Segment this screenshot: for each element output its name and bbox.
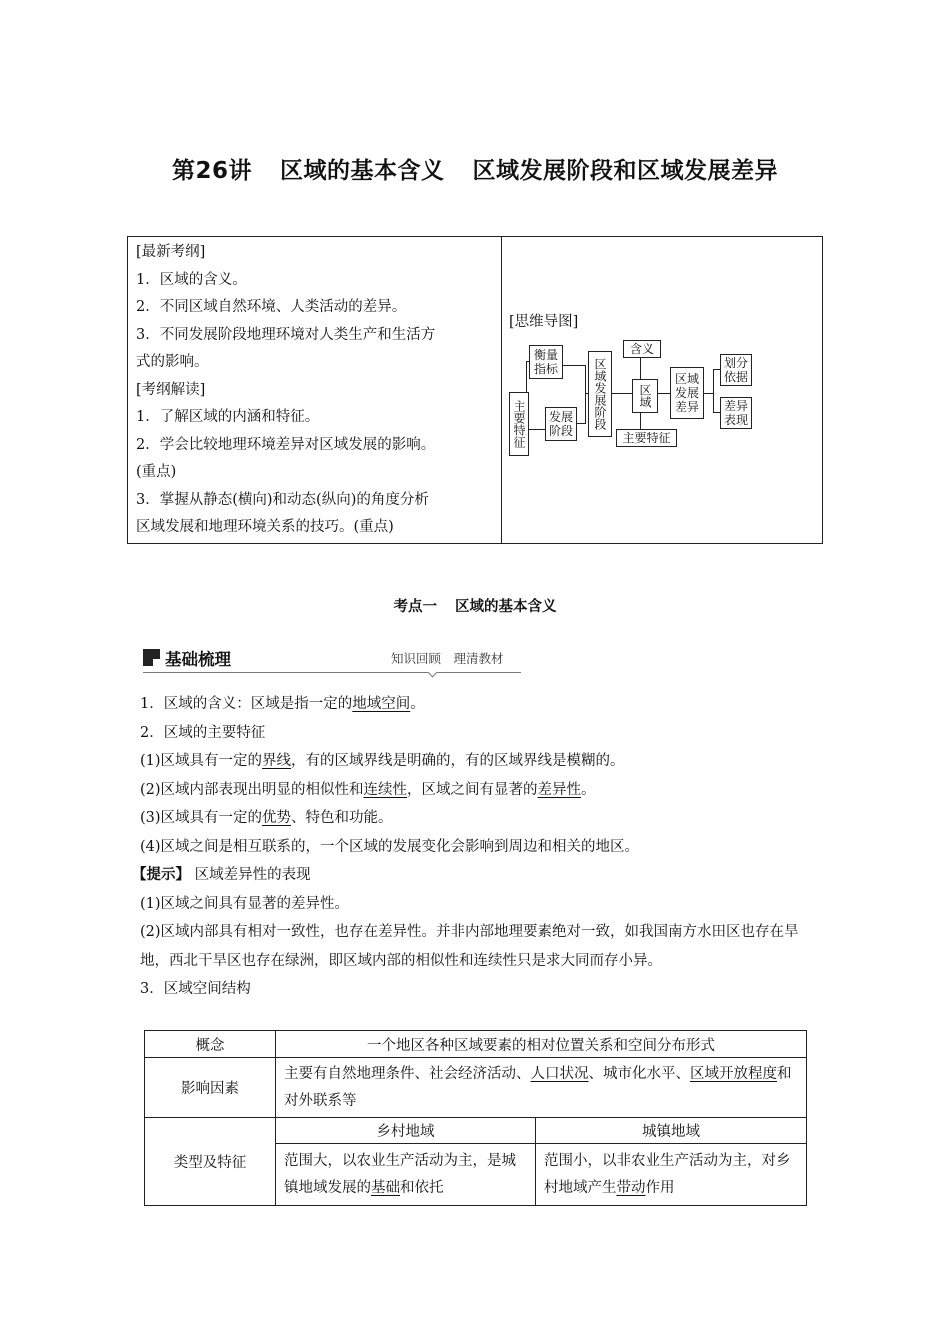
node-main-features-label: 主要特征 [622,431,671,445]
node-region-development-difference-label: 区域发展差异 [674,372,699,414]
syllabus-heading-latest: [最新考纲] [136,244,206,260]
page-title [0,152,950,185]
syllabus-item: 3．掌握从静态(横向)和动态(纵向)的角度分析 [136,491,429,508]
text: 和对外联系等 [284,1065,792,1109]
content-line [140,747,812,776]
connector-line [585,365,586,424]
section-name: 区域的基本含义 [455,599,557,615]
underlined-answer: 区域开放程度 [690,1065,777,1082]
node-division-basis-label: 划分依据 [723,356,748,384]
table-cell: 城镇地域 [536,1118,807,1144]
tip-line [132,861,812,890]
syllabus-column [136,239,496,542]
syllabus-item: 1．区域的含义。 [136,271,247,288]
text: 范围大，以农业生产活动为主，是城镇地域发展的 [284,1152,516,1196]
content-line: 3．区域空间结构 [140,981,251,997]
text: (1)区域具有一定的 [140,753,263,769]
node-development-stage [545,407,577,441]
header-rule [143,672,521,673]
syllabus-item: 2．学会比较地理环境差异对区域发展的影响。 [136,436,436,453]
connector-line [611,393,632,394]
content-line [140,804,812,833]
node-development-stage-label: 发展阶段 [548,410,573,438]
text: 。 [410,696,425,712]
basic-review-subtitle: 知识回顾 理清教材 [391,651,504,666]
node-difference-performance [720,397,752,429]
tip-label: 【提示】 [132,867,190,883]
rule-notch-icon [428,668,438,678]
text: 主要有自然地理条件、社会经济活动、 [284,1065,531,1082]
table-cell: 一个地区各种区域要素的相对位置关系和空间分布形式 [276,1031,807,1058]
syllabus-item: (重点) [136,464,177,480]
content-line [140,690,812,719]
content-line: (1)区域之间具有显著的差异性。 [140,895,350,912]
table-cell: 概念 [145,1031,276,1058]
title-part1: 区域的基本含义 [280,158,445,184]
node-main-features-vertical-label: 主要特征 [512,400,526,448]
text: 范围小，以非农业生产活动为主，对乡村地域产生 [544,1152,791,1196]
basic-review-title: 基础梳理 [165,650,231,669]
connector-line [640,357,641,381]
node-meaning [623,340,661,358]
table-cell: 影响因素 [145,1058,276,1118]
table-cell: 类型及特征 [145,1118,276,1206]
connector-line [713,369,714,413]
underlined-answer: 界线 [262,753,292,769]
node-meaning-label: 含义 [629,342,654,356]
content-body [132,690,812,1004]
content-line: (4)区域之间是相互联系的，一个区域的发展变化会影响到周边和相关的地区。 [140,838,640,855]
text: ，有的区域界线是明确的，有的区域界线是模糊的。 [291,753,625,769]
lesson-number: 第26讲 [171,158,252,184]
syllabus-item: 1．了解区域的内涵和特征。 [136,409,320,425]
underlined-answer: 连续性 [363,781,408,798]
table-cell: 乡村地域 [276,1118,536,1144]
node-difference-performance-label: 差异表现 [723,399,748,427]
tip-text: 区域差异性的表现 [194,867,311,883]
table-cell [536,1144,807,1206]
section-title [0,595,950,616]
connector-line [640,413,641,429]
syllabus-item: 2．不同区域自然环境、人类活动的差异。 [136,299,407,315]
table-row [145,1118,807,1144]
spatial-structure-table [144,1030,807,1206]
underlined-answer: 基础 [371,1179,400,1196]
title-part2: 区域发展阶段和区域发展差异 [472,158,778,184]
mindmap-diagram [505,335,765,465]
node-region-development-stage [588,351,612,437]
table-cell [276,1144,536,1206]
square-marker-icon [143,649,160,666]
connector-line [657,393,671,394]
text: 作用 [645,1179,675,1196]
table-cell [276,1058,807,1118]
content-paragraph: (2)区域内部具有相对一致性，也存在差异性。并非内部地理要素绝对一致，如我国南方水田区也存在旱地，西北干旱区也存在绿洲，即区域内部的相似性和连续性只是求大同而存小异。 [140,924,799,969]
underlined-answer: 人口状况 [530,1065,589,1082]
text: (2)区域内部表现出明显的相似性和 [140,781,364,798]
text: 、城市化水平、 [588,1065,690,1082]
node-main-features-vertical [509,392,529,456]
text: 、特色和功能。 [291,810,393,826]
underlined-answer: 带动 [616,1179,646,1196]
connector-line [526,429,546,430]
section-number: 考点一 [393,599,437,615]
text: (3)区域具有一定的 [140,810,263,826]
text: 和依托 [400,1179,444,1196]
syllabus-item: 区域发展和地理环境关系的技巧。(重点) [136,519,394,535]
syllabus-heading-interpretation: [考纲解读] [136,381,206,398]
table-row [145,1058,807,1118]
syllabus-item: 3．不同发展阶段地理环境对人类生产和生活方 [136,326,436,343]
basic-review-header [143,646,521,674]
underlined-answer: 优势 [262,810,292,826]
node-main-features [616,429,677,447]
text: ，区域之间有显著的 [407,781,538,798]
node-measure-index-label: 衡量指标 [533,348,558,376]
syllabus-item: 式的影响。 [136,354,209,370]
content-line [140,776,812,805]
node-division-basis [720,354,752,386]
node-region-development-difference [670,367,704,419]
box-divider [501,237,502,543]
node-region-development-stage-label: 区域发展阶段 [593,358,607,430]
text: 1．区域的含义：区域是指一定的 [140,696,353,712]
mindmap-label: [思维导图] [509,314,579,330]
content-line: 2．区域的主要特征 [140,724,266,741]
table-row [145,1031,807,1058]
connector-line [562,365,586,366]
node-region-label: 区域 [638,384,652,408]
text: 。 [581,781,596,798]
node-measure-index [529,345,563,379]
node-region [632,379,658,413]
underlined-answer: 差异性 [537,781,582,798]
underlined-answer: 地域空间 [352,696,411,712]
